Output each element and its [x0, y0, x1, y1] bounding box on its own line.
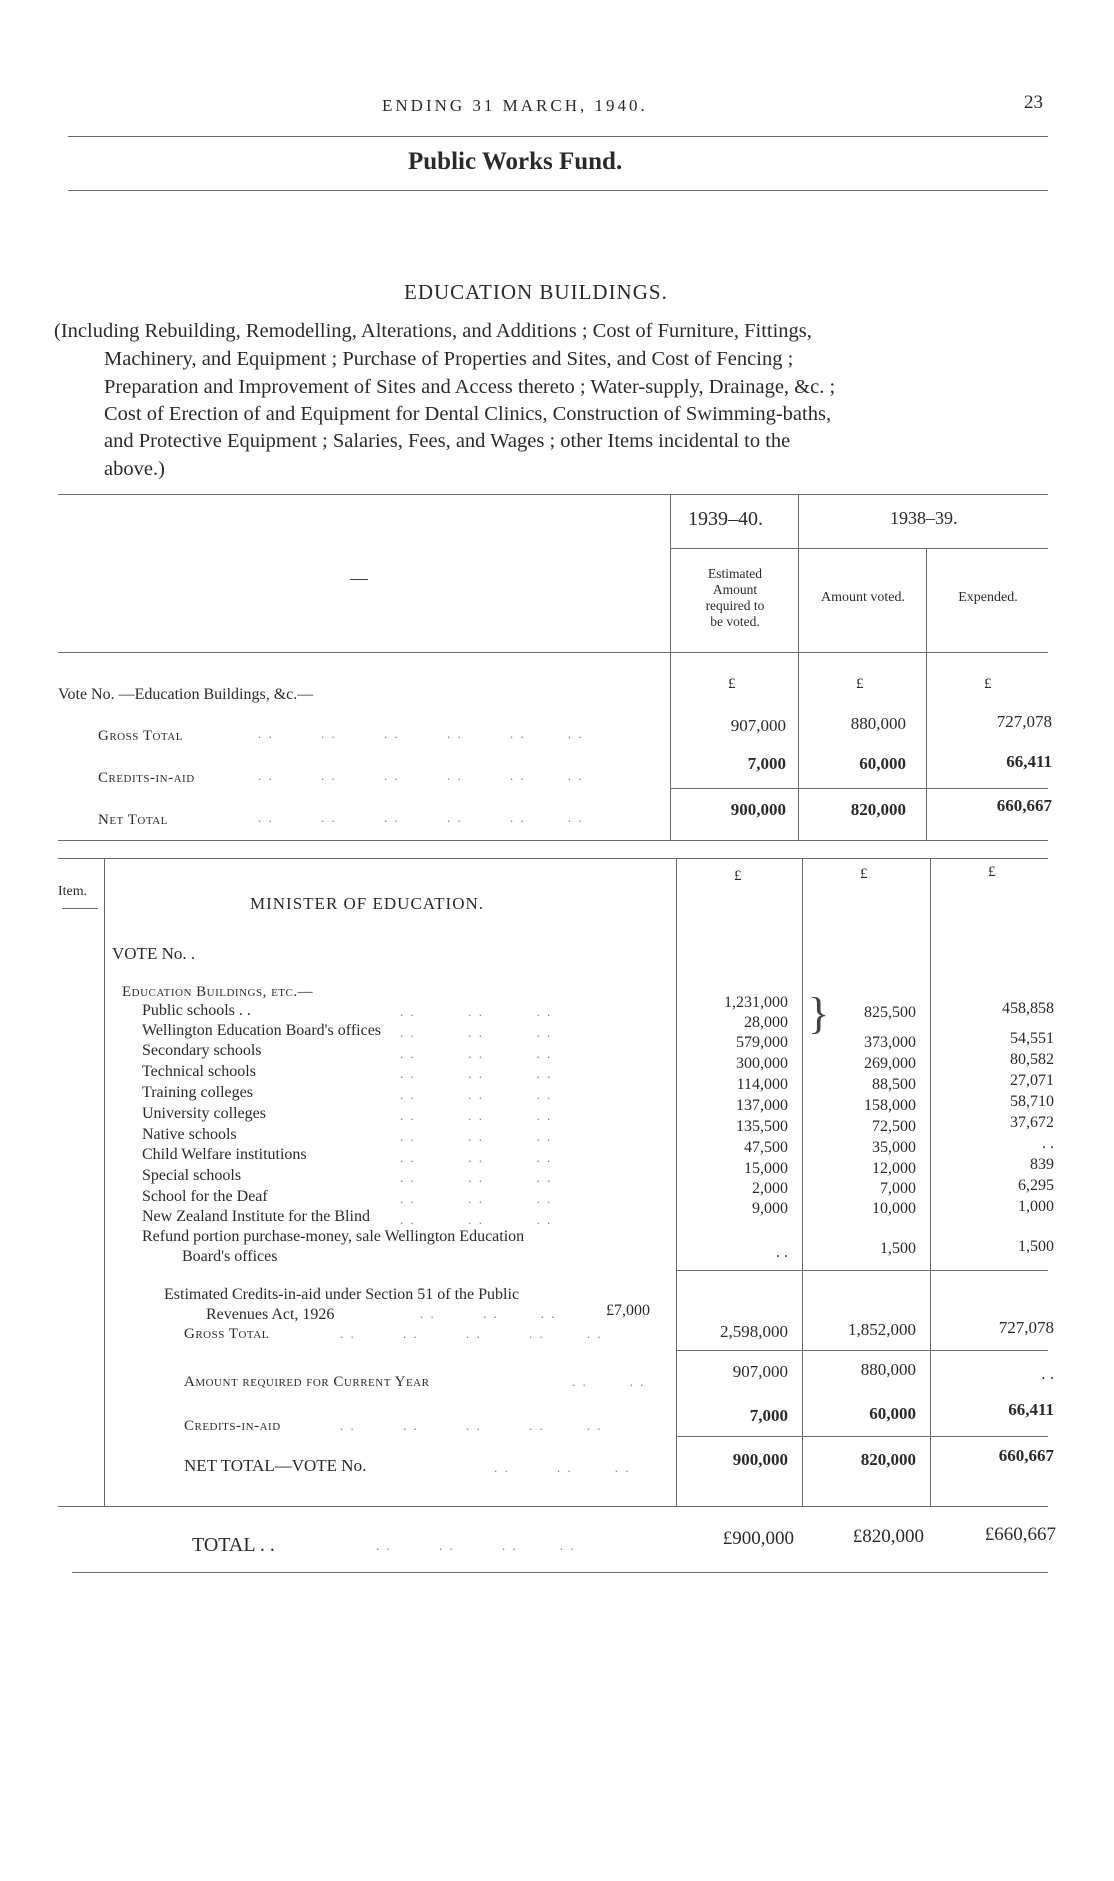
net-total-estimated: 900,000 — [732, 1450, 788, 1469]
col-voted-header: Amount voted. — [821, 590, 905, 605]
credits-rule — [676, 1436, 1048, 1437]
item-label-rule — [62, 908, 98, 909]
gross-total-voted: 1,852,000 — [848, 1320, 916, 1339]
col-estimated-line: required to — [705, 598, 765, 613]
estimated-deaf: 2,000 — [752, 1180, 788, 1197]
voted-deaf: 7,000 — [880, 1180, 916, 1197]
summary-credits-voted: 60,000 — [859, 754, 906, 773]
vote-number: VOTE No. . — [112, 944, 196, 963]
credits-in-aid-expended: 66,411 — [1008, 1400, 1054, 1419]
summary-gross-estimated: 907,000 — [730, 716, 786, 735]
expended-refund: 1,500 — [1018, 1238, 1054, 1255]
summary-subtotal-rule — [670, 788, 1048, 789]
net-total-label: NET TOTAL—VOTE No. — [184, 1456, 367, 1475]
item-technical-schools: Technical schools — [142, 1063, 256, 1080]
item-child-welfare: Child Welfare institutions — [142, 1146, 307, 1163]
item-wellington-board-offices: Wellington Education Board's offices — [142, 1022, 382, 1039]
estimated-technical: 300,000 — [736, 1055, 788, 1072]
item-label: Item. — [58, 884, 88, 899]
estimated-child-welfare: 47,500 — [744, 1139, 788, 1156]
description-line-1: (Including Rebuilding, Remodelling, Alterations, and Additions ; Cost of Furniture, Fittings, — [54, 320, 812, 342]
total-voted: £820,000 — [852, 1526, 924, 1547]
summary-credits-label: Credits-in-aid — [98, 770, 195, 786]
estimated-wellington-offices: 28,000 — [744, 1014, 788, 1031]
item-university-colleges: University colleges — [142, 1105, 266, 1122]
estimated-blind: 9,000 — [752, 1200, 788, 1217]
currency-estimated: £ — [728, 676, 736, 692]
description-line-5: and Protective Equipment ; Salaries, Fees, and Wages ; other Items incidental to the — [104, 430, 791, 452]
voted-university: 158,000 — [864, 1097, 916, 1114]
summary-gross-expended: 727,078 — [996, 712, 1052, 731]
expended-deaf: 6,295 — [1018, 1177, 1054, 1194]
item-special-schools: Special schools — [142, 1167, 242, 1184]
expended-public-schools-group: 458,858 — [1002, 1000, 1054, 1017]
summary-gross-total-label: Gross Total — [98, 728, 183, 744]
gross-total-expended: 727,078 — [998, 1318, 1054, 1337]
voted-child-welfare: 35,000 — [872, 1139, 916, 1156]
summary-gross-voted: 880,000 — [850, 714, 906, 733]
summary-net-expended: 660,667 — [996, 796, 1052, 815]
total-label: TOTAL . . — [192, 1534, 275, 1556]
currency-expended: £ — [984, 676, 992, 692]
voted-technical: 269,000 — [864, 1055, 916, 1072]
credits-note-line-2: Revenues Act, 1926 — [206, 1306, 335, 1323]
dot-leader: . . . . . . — [494, 1460, 631, 1475]
voted-native: 72,500 — [872, 1118, 916, 1135]
col-expended-header: Expended. — [958, 590, 1018, 605]
vote-label: Vote No. —Education Buildings, &c.— — [58, 686, 314, 703]
voted-blind: 10,000 — [872, 1200, 916, 1217]
item-institute-for-blind: New Zealand Institute for the Blind — [142, 1208, 370, 1225]
voted-training: 88,500 — [872, 1076, 916, 1093]
currency-voted: £ — [860, 866, 868, 882]
gross-total-estimated: 2,598,000 — [720, 1322, 788, 1341]
items-subtotal-rule — [676, 1270, 1048, 1271]
dot-leader: . . . . . . . . . . — [340, 1326, 603, 1341]
item-refund-line-2: Board's offices — [182, 1248, 278, 1265]
item-native-schools: Native schools — [142, 1126, 237, 1143]
item-refund-line-1: Refund portion purchase-money, sale Wellington Education — [142, 1228, 525, 1245]
description-line-2: Machinery, and Equipment ; Purchase of Properties and Sites, and Cost of Fencing ; — [104, 348, 794, 370]
estimated-public-schools: 1,231,000 — [724, 994, 788, 1011]
summary-net-total-label: Net Total — [98, 812, 168, 828]
dot-leader: . . . . . . — [420, 1306, 557, 1321]
voted-special: 12,000 — [872, 1160, 916, 1177]
summary-credits-expended: 66,411 — [1006, 752, 1052, 771]
detail-top-rule — [58, 858, 1048, 859]
col-estimated-line: be voted. — [710, 614, 760, 629]
dot-leader: . . . . . . . . . . . . — [258, 768, 584, 783]
summary-dash: — — [350, 568, 368, 588]
total-expended: £660,667 — [984, 1524, 1056, 1545]
estimated-special: 15,000 — [744, 1160, 788, 1177]
voted-secondary: 373,000 — [864, 1034, 916, 1051]
col-year-1938: 1938–39. — [890, 508, 958, 528]
item-public-schools: Public schools . . — [142, 1002, 251, 1019]
credits-in-aid-voted: 60,000 — [869, 1404, 916, 1423]
page-number: 23 — [1024, 92, 1043, 113]
item-column-divider — [104, 858, 105, 1506]
summary-net-estimated: 900,000 — [730, 800, 786, 819]
description-line-6: above.) — [104, 458, 165, 480]
dot-leader: . . . . . . . . . . . . — [258, 726, 584, 741]
dot-leader: . . . . . . . . . . — [340, 1418, 603, 1433]
header-rule — [68, 136, 1048, 137]
minister-heading: MINISTER OF EDUCATION. — [250, 894, 485, 913]
col-estimated-header — [672, 566, 798, 630]
running-title: ENDING 31 MARCH, 1940. — [382, 96, 648, 115]
amount-required-voted: 880,000 — [860, 1360, 916, 1379]
currency-estimated: £ — [734, 868, 742, 884]
item-training-colleges: Training colleges — [142, 1084, 253, 1101]
expended-university: 58,710 — [1010, 1093, 1054, 1110]
total-bottom-rule — [72, 1572, 1048, 1573]
item-secondary-schools: Secondary schools — [142, 1042, 262, 1059]
credits-in-aid-label: Credits-in-aid — [184, 1418, 281, 1434]
fund-title-rule — [68, 190, 1048, 191]
credits-note-amount: £7,000 — [606, 1302, 650, 1319]
dot-leader-column: . . . . . . . . . . . . . . . . . . . . . . . . . . . . . . . . . . . . . . . . . . . . . . . . . . . . . . . . . . . . . . . . . . — [400, 1004, 553, 1227]
section-title: EDUCATION BUILDINGS. — [404, 280, 668, 304]
col-estimated-line: Estimated — [708, 566, 762, 581]
estimated-native: 135,500 — [736, 1118, 788, 1135]
summary-divider-3 — [926, 548, 927, 840]
dot-leader: . . . . . . . . — [376, 1538, 576, 1553]
net-total-rule — [58, 1506, 1048, 1507]
estimated-university: 137,000 — [736, 1097, 788, 1114]
amount-required-label: Amount required for Current Year — [184, 1374, 430, 1390]
col-year-1939: 1939–40. — [688, 508, 763, 530]
gross-total-label: Gross Total — [184, 1326, 269, 1342]
summary-top-rule — [58, 494, 1048, 495]
currency-expended: £ — [988, 864, 996, 880]
net-total-voted: 820,000 — [860, 1450, 916, 1469]
gross-total-rule — [676, 1350, 1048, 1351]
expended-secondary: 54,551 — [1010, 1030, 1054, 1047]
col-estimated-line: Amount — [712, 582, 758, 597]
estimated-refund: . . — [776, 1244, 788, 1261]
net-total-expended: 660,667 — [998, 1446, 1054, 1465]
estimated-secondary: 579,000 — [736, 1034, 788, 1051]
brace-icon: } — [808, 989, 830, 1038]
subhead-education-buildings: Education Buildings, etc.— — [122, 984, 314, 1000]
summary-bottom-rule — [58, 840, 1048, 841]
credits-note-line-1: Estimated Credits-in-aid under Section 51 of the Public — [164, 1286, 520, 1303]
dot-leader: . . . . . . . . . . . . — [258, 810, 584, 825]
item-school-for-deaf: School for the Deaf — [142, 1188, 268, 1205]
expended-native: 37,672 — [1010, 1114, 1054, 1131]
voted-refund: 1,500 — [880, 1240, 916, 1257]
expended-training: 27,071 — [1010, 1072, 1054, 1089]
col-header-rule — [58, 652, 1048, 653]
description-line-3: Preparation and Improvement of Sites and Access thereto ; Water-supply, Drainage, &c. ; — [104, 376, 836, 398]
summary-credits-estimated: 7,000 — [747, 754, 786, 773]
expended-child-welfare: . . — [1042, 1135, 1054, 1152]
year-header-rule — [670, 548, 1048, 549]
fund-title: Public Works Fund. — [408, 148, 623, 175]
summary-net-voted: 820,000 — [850, 800, 906, 819]
total-estimated: £900,000 — [722, 1528, 794, 1549]
credits-in-aid-estimated: 7,000 — [749, 1406, 788, 1425]
expended-technical: 80,582 — [1010, 1051, 1054, 1068]
expended-blind: 1,000 — [1018, 1198, 1054, 1215]
amount-required-estimated: 907,000 — [732, 1362, 788, 1381]
expended-special: 839 — [1030, 1156, 1054, 1173]
dot-leader: . . . . — [572, 1374, 646, 1389]
description-line-4: Cost of Erection of and Equipment for Dental Clinics, Construction of Swimming-baths, — [104, 403, 832, 425]
voted-public-schools-group: 825,500 — [864, 1004, 916, 1021]
currency-voted: £ — [856, 676, 864, 692]
estimated-training: 114,000 — [736, 1076, 788, 1093]
amount-required-expended: . . — [1041, 1364, 1054, 1383]
